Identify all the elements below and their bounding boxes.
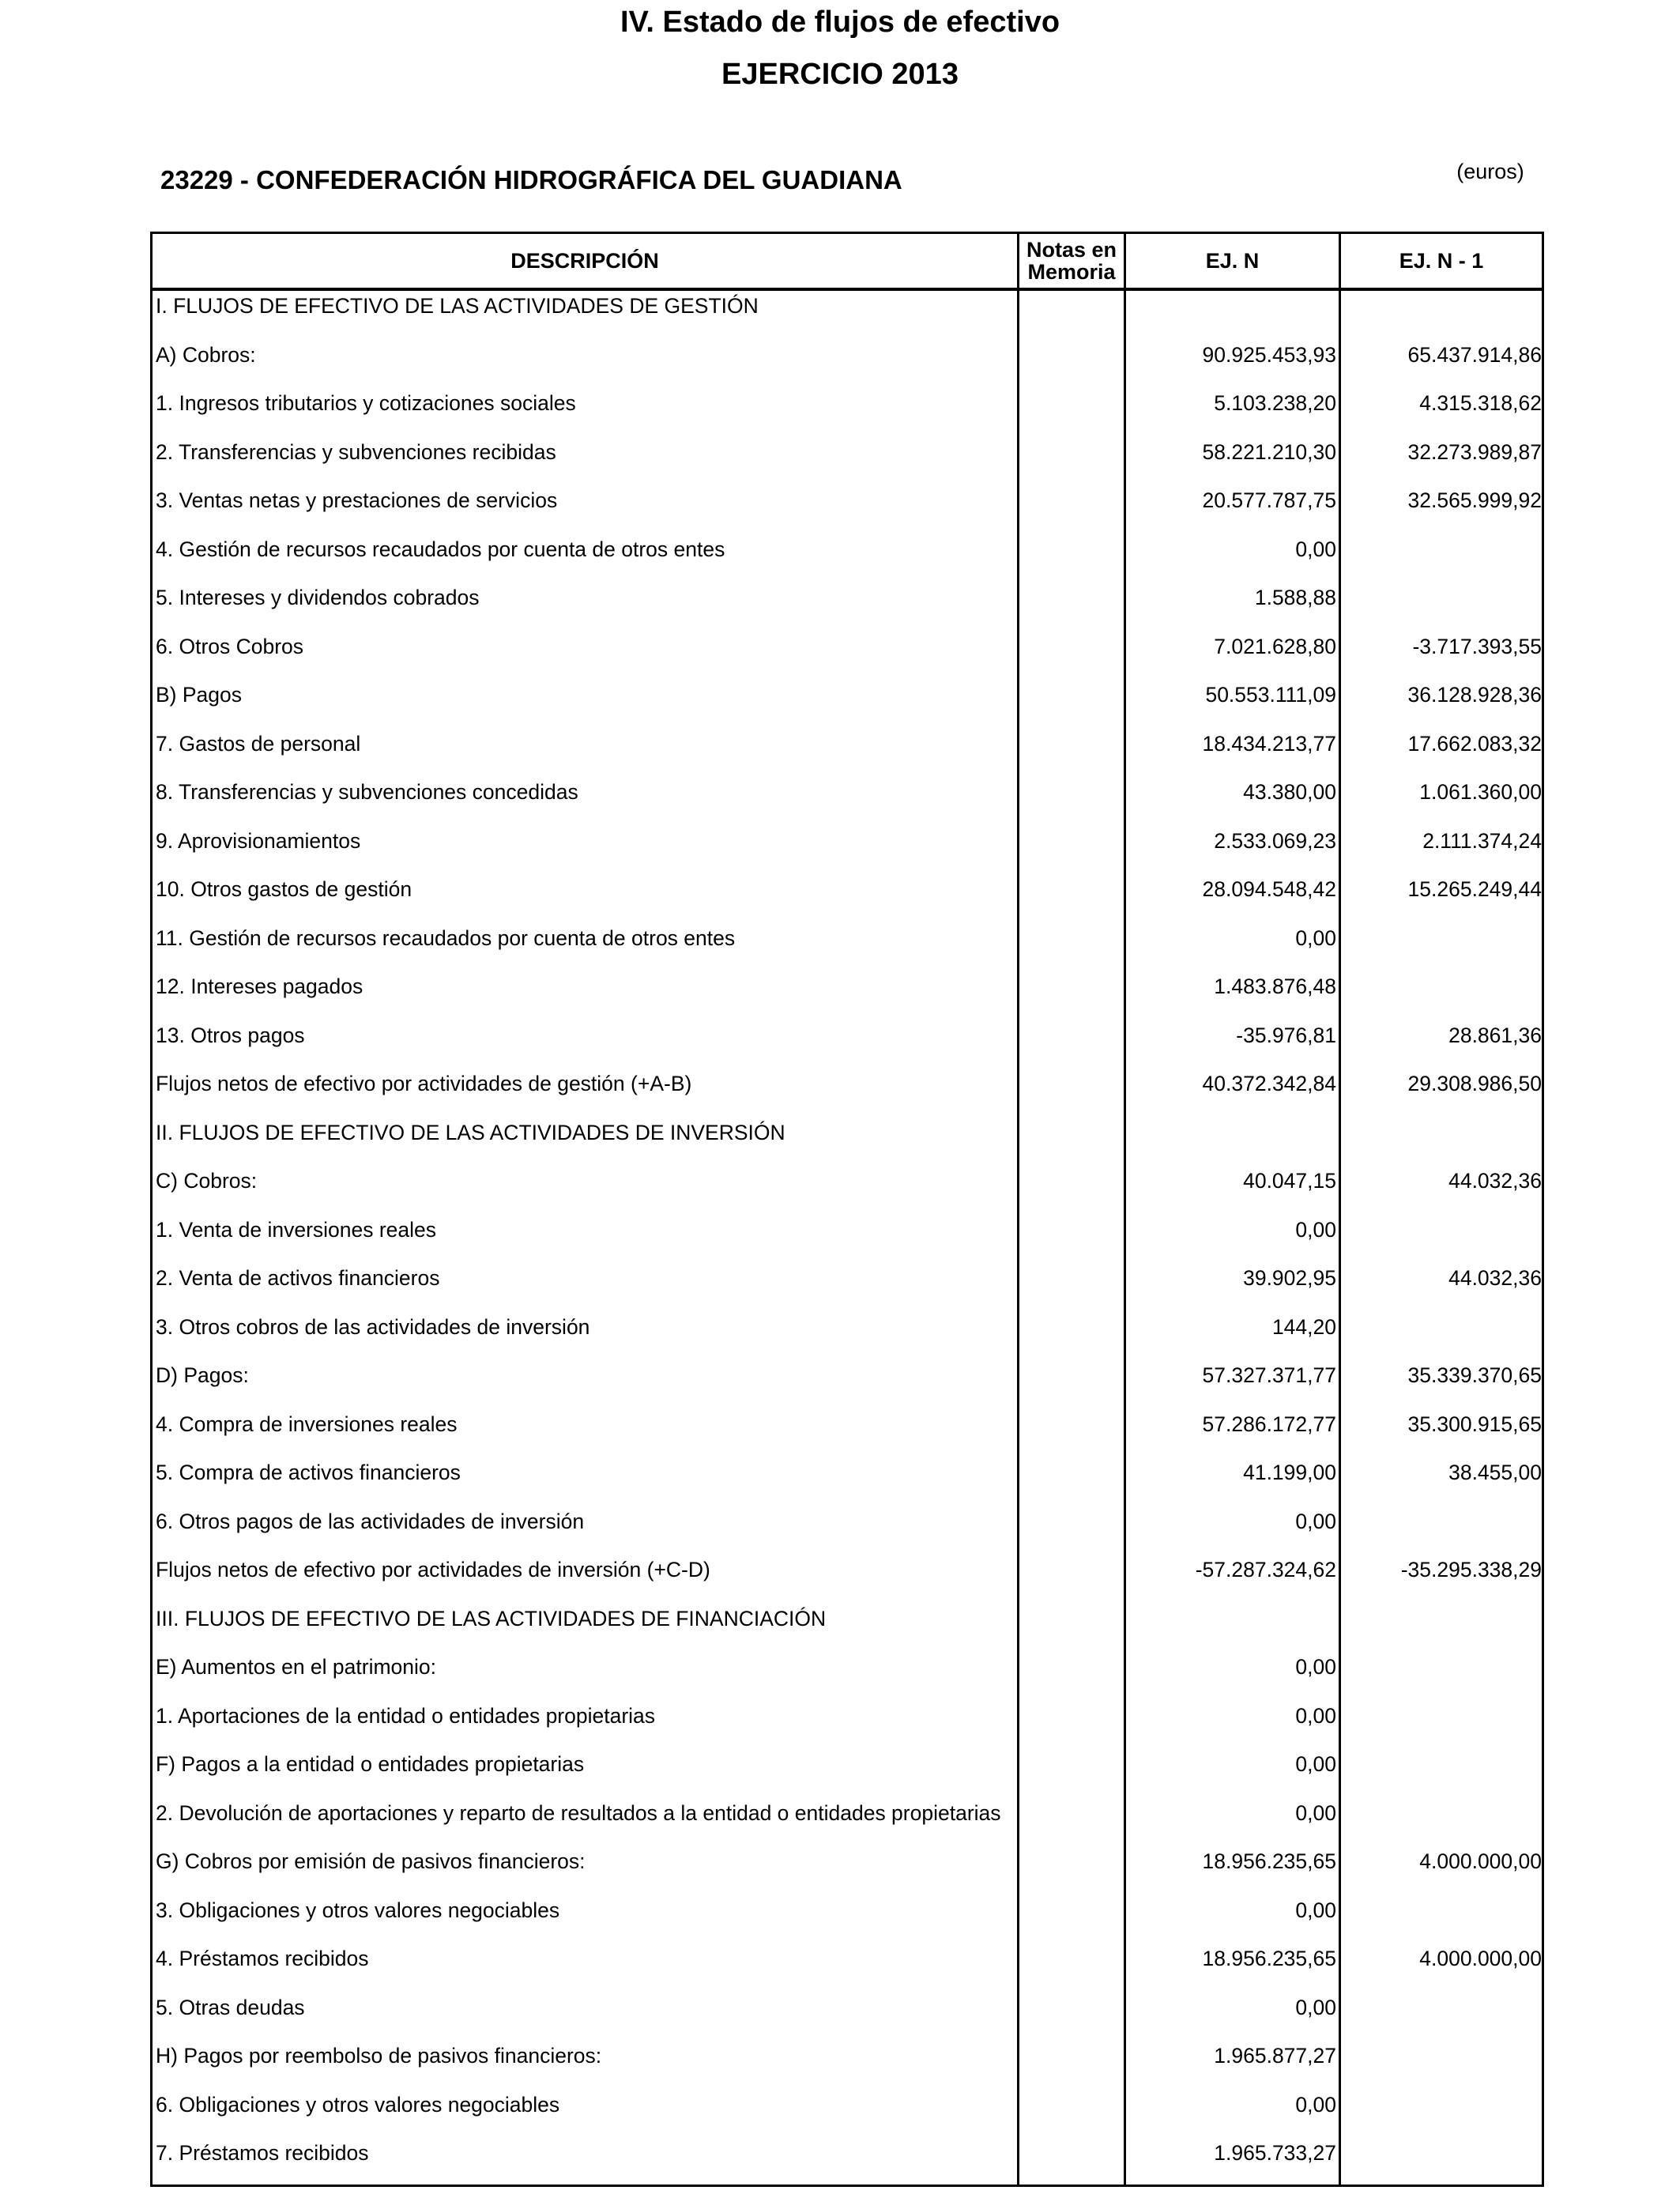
table-row <box>0 1895 1680 1944</box>
table-row <box>0 1701 1680 1750</box>
row-description: 11. Gestión de recursos recaudados por cuenta de otros entes <box>156 925 736 950</box>
row-description: 1. Aportaciones de la entidad o entidades propietarias <box>156 1703 656 1728</box>
row-description: 4. Préstamos recibidos <box>156 1947 369 1970</box>
table-row <box>0 1166 1680 1215</box>
row-description: B) Pagos <box>156 683 243 707</box>
table-row <box>0 388 1680 437</box>
entity-name: 23229 - CONFEDERACIÓN HIDROGRÁFICA DEL GUADIANA <box>160 165 902 194</box>
row-description: 6. Otros Cobros <box>156 634 304 658</box>
row-description: 4. Gestión de recursos recaudados por cuenta de otros entes <box>156 537 725 561</box>
row-description: D) Pagos: <box>156 1363 249 1387</box>
row-value-previous: 32.273.989,87 <box>1407 439 1542 464</box>
row-value-current: 0,00 <box>1295 1703 1336 1728</box>
table-row <box>0 1263 1680 1312</box>
table-row <box>0 1846 1680 1895</box>
table-row <box>0 1555 1680 1604</box>
row-description: 8. Transferencias y subvenciones concedidas <box>156 780 578 804</box>
row-value-current: 58.221.210,30 <box>1202 439 1336 464</box>
row-description: 1. Venta de inversiones reales <box>156 1217 437 1242</box>
row-description: E) Aumentos en el patrimonio: <box>156 1655 436 1679</box>
header-previous-year: EJ. N - 1 <box>1399 248 1484 273</box>
table-row <box>0 1020 1680 1069</box>
row-value-current: 18.434.213,77 <box>1202 731 1336 756</box>
row-value-current: 18.956.235,65 <box>1202 1947 1336 1970</box>
header-notes-line1: Notas en <box>1026 238 1117 262</box>
row-value-current: -57.287.324,62 <box>1195 1558 1336 1581</box>
row-value-previous: 17.662.083,32 <box>1407 731 1542 756</box>
row-value-previous: 2.111.374,24 <box>1422 828 1542 853</box>
row-value-previous: 4.000.000,00 <box>1419 1947 1542 1970</box>
header-current-year: EJ. N <box>1205 248 1260 273</box>
row-value-previous: 38.455,00 <box>1448 1461 1542 1484</box>
row-value-previous: 44.032,36 <box>1448 1169 1542 1193</box>
table-row <box>0 1652 1680 1701</box>
row-value-current: 0,00 <box>1295 1800 1336 1825</box>
row-value-current: 144,20 <box>1271 1314 1336 1339</box>
row-value-previous: 35.300.915,65 <box>1407 1412 1542 1436</box>
row-value-previous: -35.295.338,29 <box>1400 1558 1542 1581</box>
table-row <box>0 874 1680 923</box>
row-value-previous: 4.000.000,00 <box>1419 1849 1542 1873</box>
row-value-current: 0,00 <box>1295 1995 1336 2019</box>
row-value-previous: 36.128.928,36 <box>1407 683 1542 707</box>
row-description: 5. Otras deudas <box>156 1995 305 2019</box>
table-row <box>0 582 1680 631</box>
row-description: 12. Intereses pagados <box>156 974 363 998</box>
row-description: 4. Compra de inversiones reales <box>156 1412 458 1436</box>
row-value-current: 0,00 <box>1295 1217 1336 1242</box>
table-row <box>0 1409 1680 1458</box>
table-row <box>0 1506 1680 1555</box>
row-description: 6. Obligaciones y otros valores negociables <box>156 2092 560 2117</box>
row-value-current: 20.577.787,75 <box>1202 488 1336 512</box>
row-value-current: 50.553.111,09 <box>1205 683 1336 707</box>
table-row <box>0 923 1680 972</box>
table-row <box>0 1604 1680 1653</box>
row-description: 3. Ventas netas y prestaciones de servicios <box>156 488 558 512</box>
row-value-previous: 15.265.249,44 <box>1407 877 1542 901</box>
row-value-previous: 29.308.986,50 <box>1407 1072 1542 1095</box>
row-value-previous: 1.061.360,00 <box>1419 780 1542 804</box>
row-value-previous: 65.437.914,86 <box>1407 342 1542 367</box>
row-description: H) Pagos por reembolso de pasivos financieros: <box>156 2044 602 2068</box>
table-row <box>0 1749 1680 1798</box>
row-value-current: -35.976,81 <box>1236 1023 1336 1047</box>
table-row <box>0 291 1680 340</box>
row-description: 13. Otros pagos <box>156 1023 305 1047</box>
row-value-previous: 35.339.370,65 <box>1407 1363 1542 1387</box>
row-description: A) Cobros: <box>156 342 256 367</box>
row-value-previous: 28.861,36 <box>1448 1023 1542 1047</box>
row-description: I. FLUJOS DE EFECTIVO DE LAS ACTIVIDADES DE GESTIÓN <box>156 294 759 318</box>
row-value-current: 41.199,00 <box>1243 1461 1336 1484</box>
table-body <box>0 291 1680 2187</box>
row-value-current: 39.902,95 <box>1243 1266 1336 1290</box>
row-description: 1. Ingresos tributarios y cotizaciones sociales <box>156 391 576 415</box>
table-row <box>0 971 1680 1020</box>
table-row <box>0 777 1680 826</box>
table-row <box>0 826 1680 875</box>
row-description: II. FLUJOS DE EFECTIVO DE LAS ACTIVIDADES DE INVERSIÓN <box>156 1120 785 1144</box>
document-year: EJERCICIO 2013 <box>721 58 959 91</box>
row-value-current: 0,00 <box>1295 1509 1336 1533</box>
row-value-previous: 4.315.318,62 <box>1419 391 1542 415</box>
document-title: IV. Estado de flujos de efectivo <box>620 6 1060 39</box>
row-value-current: 1.965.877,27 <box>1214 2044 1336 2068</box>
table-row <box>0 1118 1680 1167</box>
table-row <box>0 534 1680 583</box>
header-description: DESCRIPCIÓN <box>510 248 659 273</box>
row-value-current: 0,00 <box>1295 2092 1336 2117</box>
table-row <box>0 729 1680 778</box>
row-description: Flujos netos de efectivo por actividades de inversión (+C-D) <box>156 1558 710 1581</box>
table-row <box>0 1457 1680 1506</box>
row-description: 5. Compra de activos financieros <box>156 1461 461 1484</box>
row-description: 5. Intereses y dividendos cobrados <box>156 586 480 609</box>
table-row <box>0 680 1680 729</box>
row-value-current: 1.588,88 <box>1254 586 1336 609</box>
row-description: 2. Devolución de aportaciones y reparto de resultados a la entidad o entidades propietarias <box>156 1800 1001 1825</box>
row-value-current: 1.483.876,48 <box>1214 974 1336 998</box>
row-description: Flujos netos de efectivo por actividades de gestión (+A-B) <box>156 1072 692 1095</box>
table-row <box>0 2041 1680 2090</box>
row-value-current: 18.956.235,65 <box>1202 1849 1336 1873</box>
table-row <box>0 1215 1680 1264</box>
table-row <box>0 1069 1680 1118</box>
row-value-current: 0,00 <box>1295 1898 1336 1922</box>
row-value-current: 7.021.628,80 <box>1214 634 1336 658</box>
row-value-current: 90.925.453,93 <box>1202 342 1336 367</box>
table-row <box>0 2138 1680 2187</box>
row-description: 2. Transferencias y subvenciones recibidas <box>156 439 556 464</box>
table-row <box>0 437 1680 486</box>
row-description: 9. Aprovisionamientos <box>156 828 361 853</box>
table-row <box>0 1798 1680 1847</box>
header-notes <box>1019 234 1124 288</box>
row-value-current: 40.047,15 <box>1243 1169 1336 1193</box>
row-description: 3. Otros cobros de las actividades de inversión <box>156 1314 590 1339</box>
row-description: 7. Préstamos recibidos <box>156 2141 369 2165</box>
row-value-previous: 32.565.999,92 <box>1407 488 1542 512</box>
row-value-current: 0,00 <box>1295 1655 1336 1679</box>
row-description: G) Cobros por emisión de pasivos financieros: <box>156 1849 586 1873</box>
row-value-current: 0,00 <box>1295 925 1336 950</box>
table-row <box>0 340 1680 389</box>
table-row <box>0 1312 1680 1361</box>
table-row <box>0 1360 1680 1409</box>
row-value-current: 0,00 <box>1295 537 1336 561</box>
row-description: F) Pagos a la entidad o entidades propietarias <box>156 1752 585 1776</box>
header-notes-line2: Memoria <box>1027 260 1116 284</box>
row-description: 7. Gastos de personal <box>156 731 361 756</box>
row-value-previous: 44.032,36 <box>1448 1266 1542 1290</box>
row-value-current: 0,00 <box>1295 1752 1336 1776</box>
row-description: III. FLUJOS DE EFECTIVO DE LAS ACTIVIDADES DE FINANCIACIÓN <box>156 1606 827 1630</box>
row-value-current: 2.533.069,23 <box>1214 828 1336 853</box>
row-description: 10. Otros gastos de gestión <box>156 877 412 901</box>
row-value-previous: -3.717.393,55 <box>1412 634 1542 658</box>
table-row <box>0 1943 1680 1992</box>
currency-label: (euros) <box>1456 160 1524 183</box>
row-value-current: 5.103.238,20 <box>1214 391 1336 415</box>
row-description: 3. Obligaciones y otros valores negociables <box>156 1898 560 1922</box>
table-row <box>0 485 1680 534</box>
table-row <box>0 631 1680 680</box>
table-row <box>0 1992 1680 2041</box>
row-description: 6. Otros pagos de las actividades de inversión <box>156 1509 585 1533</box>
table-row <box>0 2090 1680 2139</box>
row-description: C) Cobros: <box>156 1169 258 1193</box>
row-value-current: 57.286.172,77 <box>1202 1412 1336 1436</box>
row-value-current: 57.327.371,77 <box>1202 1363 1336 1387</box>
row-value-current: 40.372.342,84 <box>1202 1072 1336 1095</box>
row-value-current: 28.094.548,42 <box>1202 877 1336 901</box>
row-description: 2. Venta de activos financieros <box>156 1266 440 1290</box>
row-value-current: 43.380,00 <box>1243 780 1336 804</box>
row-value-current: 1.965.733,27 <box>1214 2141 1336 2165</box>
